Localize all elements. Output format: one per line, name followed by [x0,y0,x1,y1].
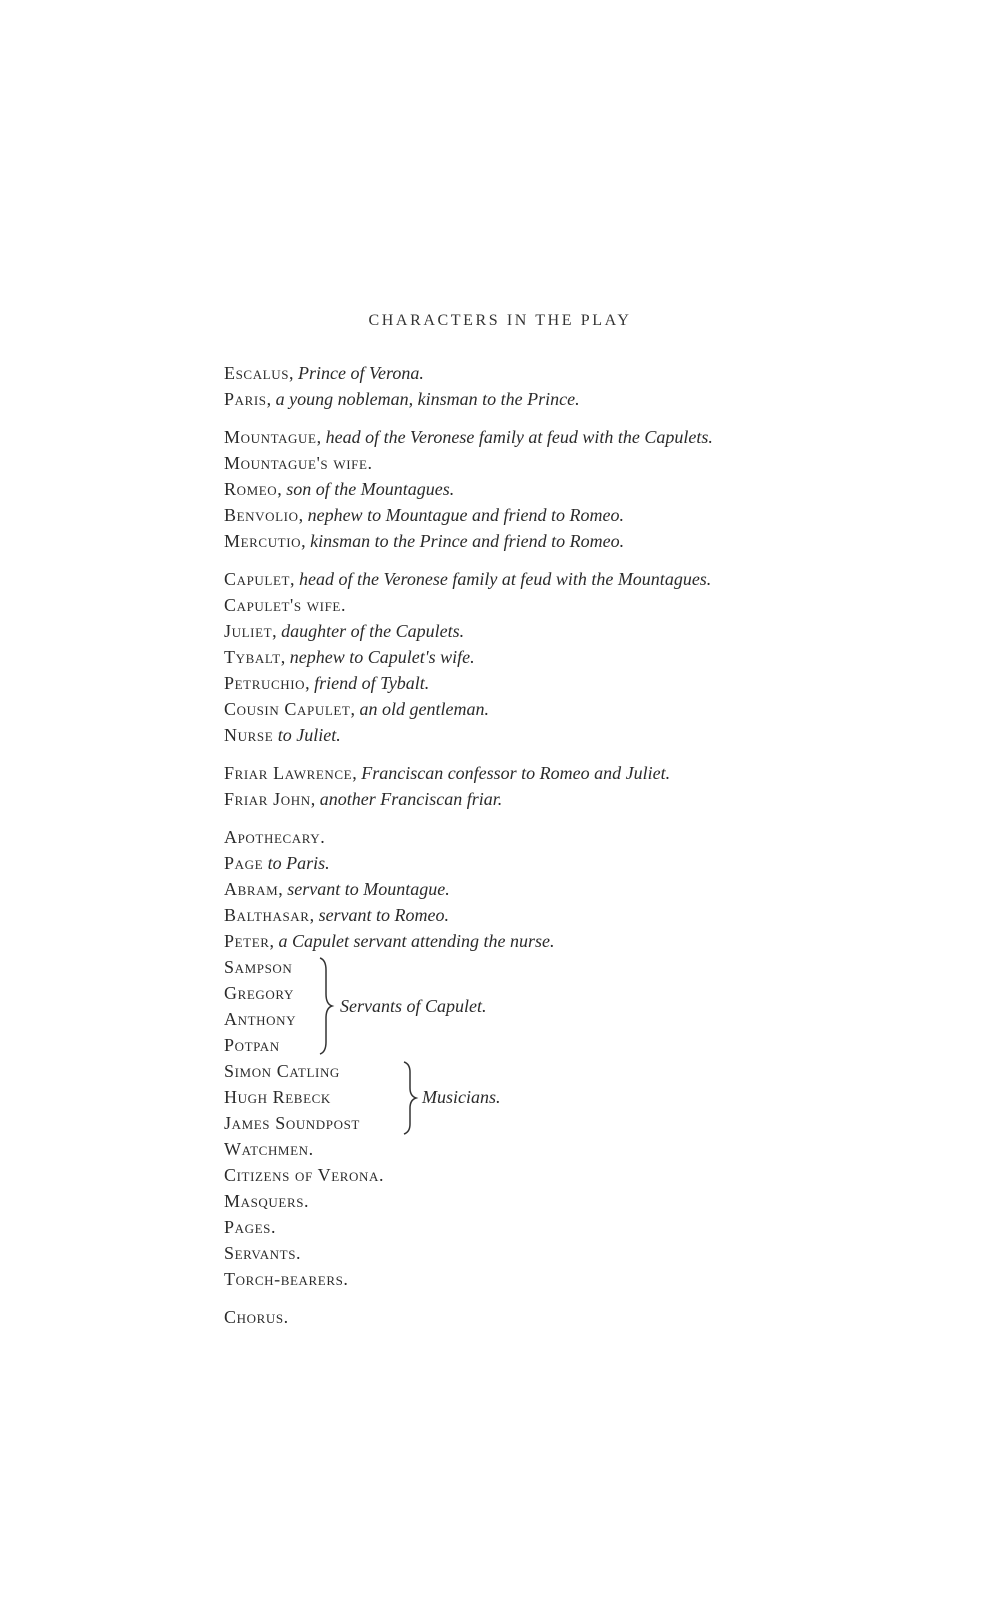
servants-of-capulet-group [224,954,984,1058]
separator: , [316,427,326,447]
musicians-brace [400,1060,420,1136]
character-groups [224,360,984,954]
character-name: Friar Lawrence [224,763,353,783]
character-description: a young nobleman, kinsman to the Prince. [275,389,580,409]
character-abram [224,876,984,902]
servants-label: Servants of Capulet. [340,996,487,1016]
servants-brace [316,956,336,1056]
character-sampson: Sampson [224,957,293,977]
character-apothecary [224,824,984,850]
separator: , [280,647,290,667]
character-list [224,360,984,1342]
character-name: Romeo [224,479,278,499]
musicians-label: Musicians. [422,1087,501,1107]
character-romeo [224,476,984,502]
character-description: nephew to Capulet's wife. [289,647,475,667]
character-name: Apothecary. [224,827,326,847]
character-escalus [224,360,984,386]
character-description: nephew to Mountague and friend to Romeo. [307,505,625,525]
character-name: Mountague's wife. [224,453,373,473]
character-potpan: Potpan [224,1035,280,1055]
character-watchmen: Watchmen. [224,1139,314,1159]
character-description: another Franciscan friar. [319,789,503,809]
character-hugh-rebeck: Hugh Rebeck [224,1087,331,1107]
character-nurse [224,722,984,748]
character-group [224,566,984,748]
musicians-group [224,1058,984,1136]
separator: , [350,699,360,719]
character-description: an old gentleman. [359,699,489,719]
chorus-group [224,1304,984,1330]
character-gregory: Gregory [224,983,294,1003]
character-name: Mountague [224,427,317,447]
character-description: son of the Mountagues. [286,479,455,499]
separator: , [298,505,308,525]
character-cousin-capulet [224,696,984,722]
character-description: friend of Tybalt. [314,673,430,693]
character-friar-john [224,786,984,812]
character-name: Cousin Capulet [224,699,351,719]
character-benvolio [224,502,984,528]
character-group [224,424,984,554]
separator: , [305,673,315,693]
separator: , [269,931,279,951]
character-group [224,360,984,412]
character-mountague-s-wife [224,450,984,476]
character-description: a Capulet servant attending the nurse. [278,931,555,951]
character-group [224,760,984,812]
character-group [224,824,984,954]
character-paris [224,386,984,412]
character-name: Capulet [224,569,291,589]
character-name: Nurse [224,725,274,745]
other-characters [224,1136,984,1292]
character-description: to Paris. [267,853,330,873]
separator: , [301,531,311,551]
character-name: Friar John [224,789,311,809]
character-description: servant to Romeo. [318,905,450,925]
character-capulet-s-wife [224,592,984,618]
character-name: Tybalt [224,647,281,667]
character-page [224,850,984,876]
character-chorus: Chorus. [224,1307,289,1327]
character-description: to Juliet. [277,725,341,745]
character-name: Benvolio [224,505,299,525]
character-petruchio [224,670,984,696]
character-description: head of the Veronese family at feud with the Capulets. [325,427,713,447]
character-description: Prince of Verona. [298,363,424,383]
character-description: Franciscan confessor to Romeo and Juliet. [361,763,671,783]
character-citizens-of-verona: Citizens of Verona. [224,1165,385,1185]
character-peter [224,928,984,954]
character-description: head of the Veronese family at feud with the Mountagues. [299,569,712,589]
character-name: Page [224,853,264,873]
separator: , [272,621,282,641]
character-name: Juliet [224,621,273,641]
character-servants: Servants. [224,1243,302,1263]
character-description: daughter of the Capulets. [281,621,465,641]
character-pages: Pages. [224,1217,277,1237]
page-title: CHARACTERS IN THE PLAY [368,312,632,329]
character-description: servant to Mountague. [287,879,450,899]
character-simon-catling: Simon Catling [224,1061,340,1081]
character-name: Balthasar [224,905,310,925]
separator: , [289,363,299,383]
separator: , [352,763,362,783]
separator: , [278,879,288,899]
character-juliet [224,618,984,644]
separator: , [266,389,276,409]
servants-names [224,954,296,1058]
separator: , [290,569,300,589]
character-capulet [224,566,984,592]
character-friar-lawrence [224,760,984,786]
separator: , [277,479,287,499]
character-anthony: Anthony [224,1009,297,1029]
character-balthasar [224,902,984,928]
character-james-soundpost: James Soundpost [224,1113,360,1133]
character-mountague [224,424,984,450]
separator: , [309,905,319,925]
character-name: Abram [224,879,279,899]
character-name: Capulet's wife. [224,595,347,615]
character-description: kinsman to the Prince and friend to Romeo. [310,531,625,551]
character-name: Peter [224,931,270,951]
character-torch-bearers: Torch-bearers. [224,1269,349,1289]
separator: , [310,789,320,809]
character-masquers: Masquers. [224,1191,310,1211]
character-name: Escalus [224,363,290,383]
character-name: Petruchio [224,673,306,693]
character-tybalt [224,644,984,670]
character-name: Mercutio [224,531,302,551]
character-name: Paris [224,389,267,409]
musicians-names [224,1058,360,1136]
character-mercutio [224,528,984,554]
